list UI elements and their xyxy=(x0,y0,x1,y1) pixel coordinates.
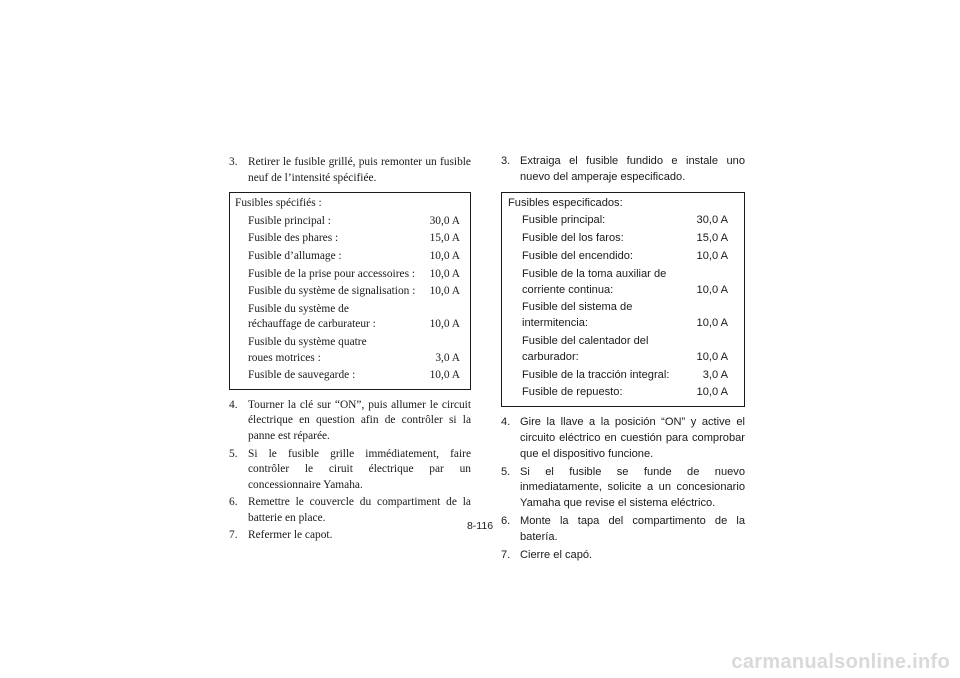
fuse-name: Fusible de la prise pour accessoires : xyxy=(248,267,416,280)
fuse-spec-row xyxy=(235,231,460,247)
step-number: 7. xyxy=(501,548,511,561)
fuse-spec-row xyxy=(235,368,460,384)
step-number: 5. xyxy=(229,447,238,460)
fuse-name: Fusible de la toma auxiliar de corriente continua: xyxy=(522,267,667,296)
step-text: Si le fusible grille immédiatement, faire contrôler le ciruit électrique par un concessionnaire Yamaha. xyxy=(248,447,471,491)
step-text: Remettre le couvercle du compartiment de la batterie en place. xyxy=(248,496,471,524)
step-number: 3. xyxy=(229,156,238,168)
spanish-step-3 xyxy=(501,154,745,186)
fuse-spec-row xyxy=(235,249,460,265)
step-number: 7. xyxy=(229,529,238,542)
fuse-name: Fusible du système de réchauffage de carburateur : xyxy=(248,302,376,331)
fuse-value: 30,0 A xyxy=(429,214,460,227)
fuse-name: Fusible principal : xyxy=(248,214,331,227)
spanish-step-4 xyxy=(501,415,745,462)
step-text: Gire la llave a la posición “ON” y active el circuito eléctrico en cuestión para comprobar que el dispositivo funcione. xyxy=(520,416,745,460)
fuse-value: 10,0 A xyxy=(429,249,460,262)
step-number: 5. xyxy=(501,465,511,478)
fuse-value: 30,0 A xyxy=(696,214,728,227)
step-number: 3. xyxy=(501,155,511,167)
fuse-name: Fusible del encendido: xyxy=(522,249,634,262)
fuse-spec-title: Fusibles spécifiés : xyxy=(235,197,322,210)
fuse-value: 10,0 A xyxy=(696,317,728,330)
fuse-name: Fusible de repuesto: xyxy=(522,386,623,399)
fuse-spec-row xyxy=(508,334,728,366)
fuse-name: Fusible du système de signalisation : xyxy=(248,285,416,298)
fuse-spec-row xyxy=(508,368,728,384)
fuse-spec-row xyxy=(508,385,728,401)
fuse-spec-title: Fusibles especificados: xyxy=(508,196,623,209)
fuse-value: 10,0 A xyxy=(429,369,460,382)
step-text: Monte la tapa del compartimento de la batería. xyxy=(520,514,745,543)
fuse-name: Fusible d’allumage : xyxy=(248,249,342,262)
fuse-spec-row xyxy=(508,213,728,229)
fuse-value: 15,0 A xyxy=(429,232,460,245)
fuse-name: Fusible du système quatre roues motrices : xyxy=(248,335,367,364)
step-number: 4. xyxy=(501,416,511,429)
spanish-step-7 xyxy=(501,548,745,564)
fuse-value: 10,0 A xyxy=(429,267,460,280)
step-text: Extraiga el fusible fundido e instale uno nuevo del amperaje especificado. xyxy=(520,155,745,183)
fuse-value: 3,0 A xyxy=(702,368,728,381)
fuse-value: 3,0 A xyxy=(435,351,460,364)
watermark: carmanualsonline.info xyxy=(731,651,950,673)
step-text: Tourner la clé sur “ON”, puis allumer le circuit électrique en question afin de contrôler si la panne est réparée. xyxy=(248,398,471,442)
fuse-spec-row xyxy=(508,249,728,265)
step-number: 4. xyxy=(229,398,238,411)
fuse-value: 10,0 A xyxy=(429,318,460,331)
fuse-value: 10,0 A xyxy=(696,249,728,262)
fuse-spec-row xyxy=(235,267,460,283)
fuse-spec-row xyxy=(235,214,460,230)
french-step-3 xyxy=(229,155,471,186)
step-text: Si el fusible se funde de nuevo inmediatamente, solicite a un concesionario Yamaha que revise el sistema eléctrico. xyxy=(520,465,745,510)
step-text: Retirer le fusible grillé, puis remonter un fusible neuf de l’intensité spécifiée. xyxy=(248,156,471,184)
fuse-value: 10,0 A xyxy=(696,386,728,399)
spanish-steps-list xyxy=(501,415,745,563)
fuse-name: Fusible des phares : xyxy=(248,232,339,245)
fuse-name: Fusible del los faros: xyxy=(522,232,624,245)
step-number: 6. xyxy=(229,496,238,509)
fuse-value: 10,0 A xyxy=(696,283,728,296)
spanish-column xyxy=(501,154,745,565)
french-column xyxy=(229,155,471,546)
step-text: Cierre el capó. xyxy=(520,548,593,561)
fuse-spec-row xyxy=(235,302,460,333)
fuse-name: Fusible principal: xyxy=(522,214,606,227)
french-step-4 xyxy=(229,398,471,445)
fuse-name: Fusible de la tracción integral: xyxy=(522,368,670,381)
fuse-spec-row xyxy=(235,284,460,300)
fuse-spec-row xyxy=(235,335,460,366)
fuse-spec-row xyxy=(508,300,728,332)
fuse-name: Fusible de sauvegarde : xyxy=(248,369,356,382)
spanish-fuse-spec-box xyxy=(501,192,745,408)
fuse-value: 10,0 A xyxy=(696,350,728,363)
fuse-value: 10,0 A xyxy=(429,285,460,298)
french-fuse-spec-box xyxy=(229,192,471,390)
page-number: 8-116 xyxy=(466,520,494,532)
fuse-spec-row xyxy=(508,267,728,299)
fuse-spec-row xyxy=(508,231,728,247)
fuse-name: Fusible del sistema de intermitencia: xyxy=(522,301,633,330)
fuse-name: Fusible del calentador del carburador: xyxy=(522,334,649,363)
step-number: 6. xyxy=(501,514,511,527)
step-text: Refermer le capot. xyxy=(248,529,333,542)
fuse-value: 15,0 A xyxy=(696,232,728,245)
french-step-5 xyxy=(229,447,471,494)
spanish-step-5 xyxy=(501,465,745,512)
